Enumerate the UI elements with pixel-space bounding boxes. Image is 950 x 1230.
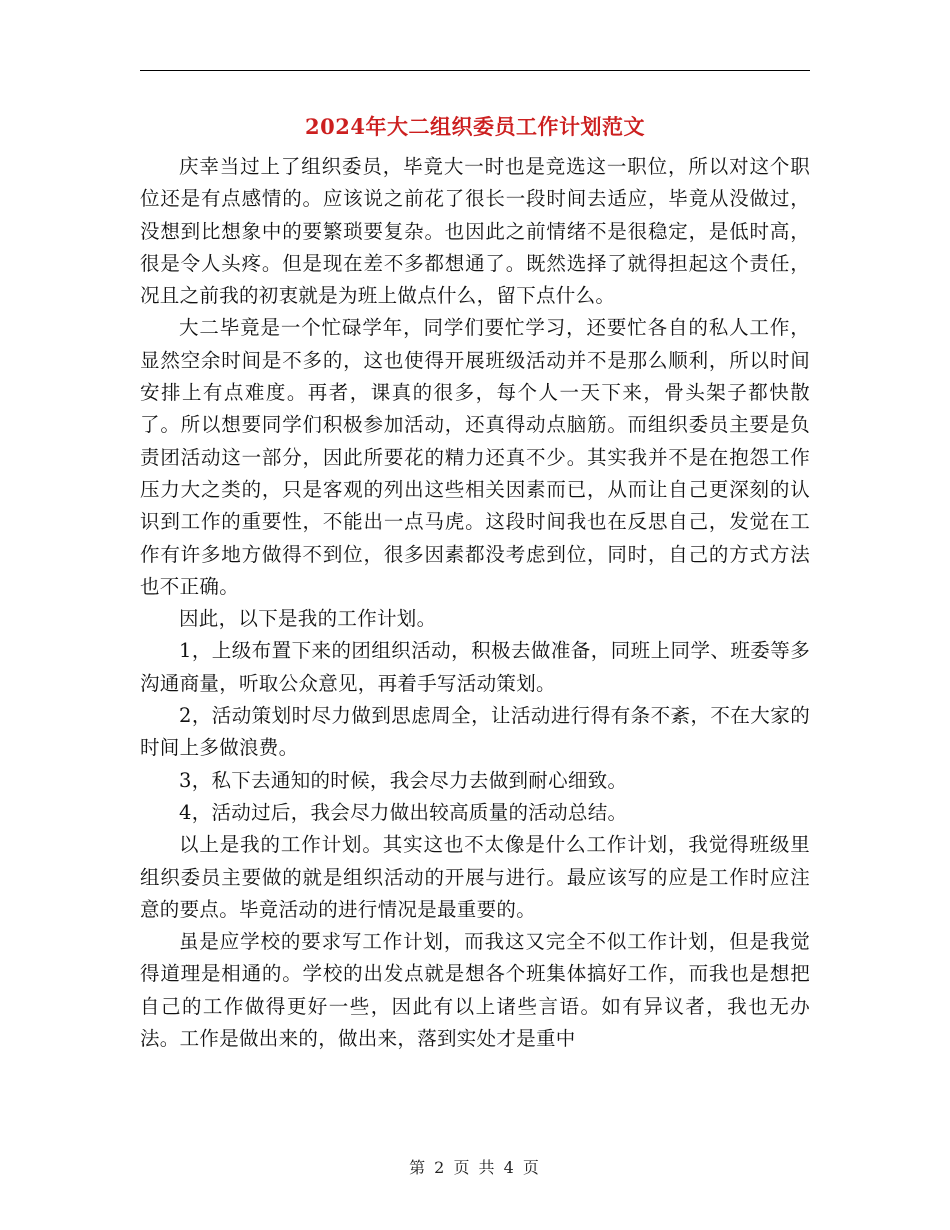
document-body bbox=[140, 151, 810, 1055]
list-item: 3，私下去通知的时候，我会尽力去做到耐心细致。 bbox=[179, 768, 628, 792]
paragraph: 因此，以下是我的工作计划。 bbox=[179, 607, 437, 631]
paragraph: 虽是应学校的要求写工作计划，而我这又完全不似工作计划，但是我觉得道理是相通的。学校的出发点就是想各个班集体搞好工作，而我也是想把自己的工作做得更好一些，因此有以上诸些言语。如有异议者，我也无办法。工作是做出来的，做出来，落到实处才是重中 bbox=[140, 930, 810, 1051]
paragraph: 大二毕竟是一个忙碌学年，同学们要忙学习，还要忙各自的私人工作，显然空余时间是不多的，这也使得开展班级活动并不是那么顺利，所以时间安排上有点难度。再者，课真的很多，每个人一天下来，骨头架子都快散了。所以想要同学们积极参加活动，还真得动点脑筋。而组织委员主要是负责团活动这一部分，因此所要花的精力还真不少。其实我并不是在抱怨工作压力大之类的，只是客观的列出这些相关因素而已，从而让自己更深刻的认识到工作的重要性，不能出一点马虎。这段时间我也在反思自己，发觉在工作有许多地方做得不到位，很多因素都没考虑到位，同时，自己的方式方法也不正确。 bbox=[140, 316, 810, 598]
list-item: 4，活动过后，我会尽力做出较高质量的活动总结。 bbox=[179, 800, 628, 824]
list-item: 2，活动策划时尽力做到思虑周全，让活动进行得有条不紊，不在大家的时间上多做浪费。 bbox=[140, 704, 810, 760]
page-number-footer: 第 2 页 共 4 页 bbox=[409, 1158, 541, 1177]
document-title: 2024年大二组织委员工作计划范文 bbox=[305, 114, 645, 139]
list-item: 1，上级布置下来的团组织活动，积极去做准备，同班上同学、班委等多沟通商量，听取公众意见，再着手写活动策划。 bbox=[140, 639, 810, 695]
header-rule bbox=[140, 70, 810, 71]
paragraph: 以上是我的工作计划。其实这也不太像是什么工作计划，我觉得班级里组织委员主要做的就是组织活动的开展与进行。最应该写的应是工作时应注意的要点。毕竟活动的进行情况是最重要的。 bbox=[140, 833, 810, 921]
paragraph: 庆幸当过上了组织委员，毕竟大一时也是竞选这一职位，所以对这个职位还是有点感情的。应该说之前花了很长一段时间去适应，毕竟从没做过，没想到比想象中的要繁琐要复杂。也因此之前情绪不是很稳定，是低时高，很是令人头疼。但是现在差不多都想通了。既然选择了就得担起这个责任，况且之前我的初衷就是为班上做点什么，留下点什么。 bbox=[140, 155, 810, 308]
